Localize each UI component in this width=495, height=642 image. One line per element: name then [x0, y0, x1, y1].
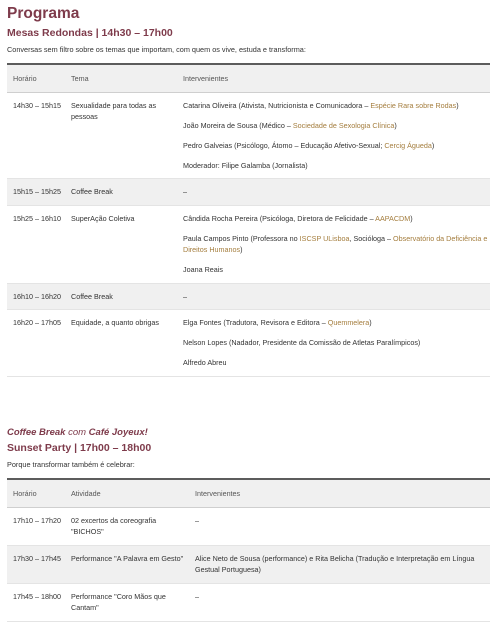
row-speakers — [177, 310, 490, 377]
coffee-break-heading: Coffee Break com Café Joyeux! — [7, 427, 148, 438]
row-time: 15h25 – 16h10 — [7, 205, 65, 283]
row-topic: SuperAção Coletiva — [65, 205, 177, 283]
row-topic: Coffee Break — [65, 179, 177, 206]
column-header-speakers: Intervenientes — [189, 479, 490, 507]
row-topic: Equidade, a quanto obrigas — [65, 310, 177, 377]
row-speakers — [177, 205, 490, 283]
row-time: 16h20 – 17h05 — [7, 310, 65, 377]
moderator-line: Moderador: Filipe Galamba (Jornalista) — [183, 160, 308, 170]
row-time: 17h30 – 17h45 — [7, 545, 65, 583]
table-header-row — [7, 479, 490, 507]
speaker-line: João Moreira de Sousa (Médico – Sociedade de Sexologia Clínica) — [183, 120, 397, 130]
table-row — [7, 92, 490, 179]
row-time: 17h10 – 17h20 — [7, 507, 65, 545]
column-header-activity: Atividade — [65, 479, 189, 507]
speaker-line: Alfredo Abreu — [183, 358, 227, 367]
organization-link[interactable]: Observatório da Deficiência e Direitos Humanos — [183, 233, 488, 254]
row-topic: Sexualidade para todas as pessoas — [65, 92, 177, 179]
organization-link[interactable]: Sociedade de Sexologia Clínica — [292, 120, 395, 130]
sunset-party-schedule-table — [7, 478, 490, 622]
row-time: 15h15 – 15h25 — [7, 179, 65, 206]
table-row — [7, 583, 490, 621]
row-activity: Performance "Coro Mãos que Cantam" — [65, 583, 189, 621]
speaker-line: Cândida Rocha Pereira (Psicóloga, Diretora de Felicidade – AAPACDM) — [183, 213, 413, 223]
speaker-line: Pedro Galveias (Psicólogo, Átomo – Educação Afetivo-Sexual; Cercig Águeda) — [183, 140, 435, 150]
table-row — [7, 507, 490, 545]
organization-link[interactable]: Espécie Rara sobre Rodas — [370, 100, 457, 110]
session1-description: Conversas sem filtro sobre os temas que importam, com quem os vive, estuda e transforma: — [7, 45, 306, 54]
column-header-speakers: Intervenientes — [177, 64, 490, 92]
table-header-row — [7, 64, 490, 92]
row-speakers: – — [189, 507, 490, 545]
row-speakers: – — [177, 283, 490, 310]
column-header-time: Horário — [7, 479, 65, 507]
row-topic: Coffee Break — [65, 283, 177, 310]
row-speakers: – — [189, 583, 490, 621]
organization-link[interactable]: Cercig Águeda — [384, 140, 432, 150]
row-time: 17h45 – 18h00 — [7, 583, 65, 621]
page-title: Programa — [7, 5, 80, 22]
row-speakers: Alice Neto de Sousa (performance) e Rita Belicha (Tradução e Interpretação em Língua Gestual Portuguesa) — [189, 545, 490, 583]
column-header-time: Horário — [7, 64, 65, 92]
session2-description: Porque transformar também é celebrar: — [7, 460, 135, 469]
row-speakers: – — [177, 179, 490, 206]
table-row — [7, 179, 490, 206]
row-time: 14h30 – 15h15 — [7, 92, 65, 179]
speaker-line: Joana Reais — [183, 265, 223, 274]
table-row — [7, 205, 490, 283]
speaker-line: Elga Fontes (Tradutora, Revisora e Editora – Quemmelera) — [183, 318, 372, 327]
table-row — [7, 283, 490, 310]
table-row — [7, 310, 490, 377]
row-time: 16h10 – 16h20 — [7, 283, 65, 310]
session1-title: Mesas Redondas | 14h30 – 17h00 — [7, 27, 173, 39]
speaker-line: Nelson Lopes (Nadador, Presidente da Comissão de Atletas Paralímpicos) — [183, 338, 421, 347]
row-speakers — [177, 92, 490, 179]
column-header-topic: Tema — [65, 64, 177, 92]
organization-link[interactable]: Quemmelera — [327, 318, 370, 327]
row-activity: Performance "A Palavra em Gesto" — [65, 545, 189, 583]
roundtable-schedule-table — [7, 63, 490, 377]
row-activity: 02 excertos da coreografia "BICHOS" — [65, 507, 189, 545]
organization-link[interactable]: ISCSP ULisboa — [299, 233, 350, 243]
organization-link[interactable]: AAPACDM — [375, 213, 411, 223]
session2-title: Sunset Party | 17h00 – 18h00 — [7, 442, 152, 454]
table-row — [7, 545, 490, 583]
speaker-line: Paula Campos Pinto (Professora no ISCSP ULisboa, Socióloga – Observatório da Deficiência e Direitos Humanos) — [183, 233, 488, 254]
speaker-line: Catarina Oliveira (Ativista, Nutricionista e Comunicadora – Espécie Rara sobre Rodas) — [183, 100, 459, 110]
